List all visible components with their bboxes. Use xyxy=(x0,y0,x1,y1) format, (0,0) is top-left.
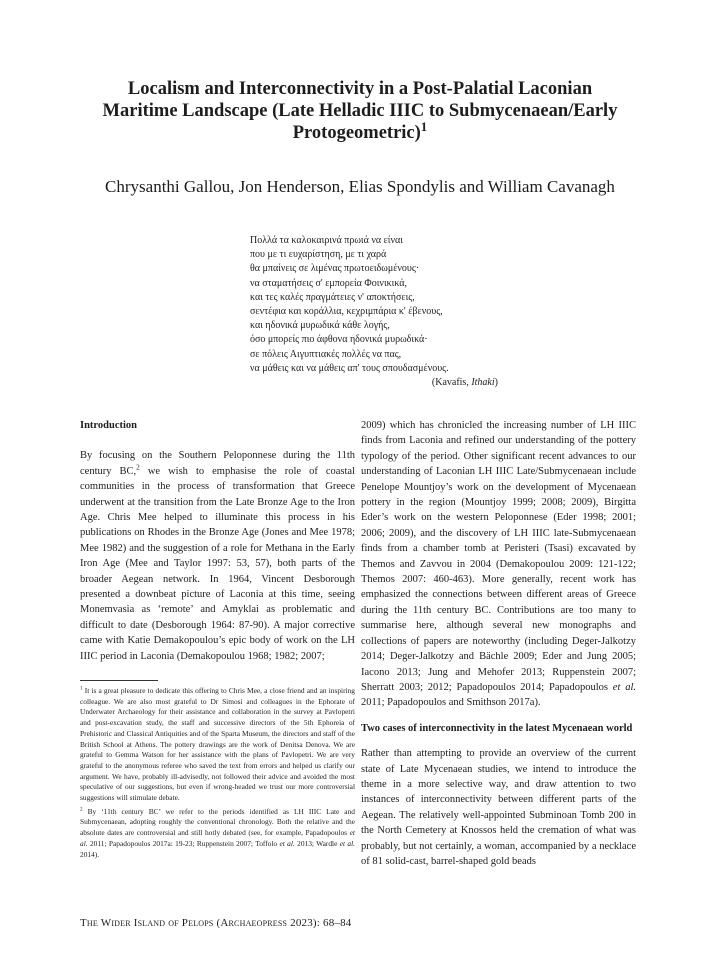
footnote-2-text: 2011; Papadopoulos 2017a: 19-23; Ruppenstein 2007; Toffolo xyxy=(87,838,280,848)
intro-text-b: we wish to emphasise the role of coastal communities in the process of transformation that Greece underwent at the transition from the Late Bronze Age to the Iron Age. Chris Mee helped to illuminate this process in his publications on Rhodes in the Bronze Age (Jones and Mee 1978; Mee 1982) and the suggestion of a role for Methana in the Early Iron Age (Mee and Taylor 1997: 53, 57), both parts of the broader Aegean network. In 1964, Vincent Desborough presented a downbeat picture of Laconia at this time, seeing Monemvasia as ‘remote’ and Amyklai as problematic and difficult to date (Desborough 1964: 87-90). A major corrective came with Katie Demakopoulou’s epic body of work on the LH IIIC period in Laconia (Demakopoulou 1968; 1982; 2007; xyxy=(80,465,355,662)
title-line: Protogeometric) xyxy=(292,123,421,143)
epigraph-line: να σταματήσεις σ' εμπορεία Φοινικικά, xyxy=(250,277,408,289)
epigraph-line: που με τι ευχαρίστηση, με τι χαρά xyxy=(250,249,387,261)
et-al: et al. xyxy=(279,838,295,848)
section2-paragraph: Rather than attempting to provide an overview of the current state of Late Mycenaean studies, we intend to introduce the theme in a more selective way, and draw attention to two instances of interconnectivity between different parts of the Aegean. The relatively well-appointed Subminoan Tomb 200 in the North Cemetery at Knossos held the cremation of what was probably, but not certainly, a woman, accompanied by a necklace of 81 solid-cast, barrel-shaped gold beads xyxy=(361,748,636,867)
article-title xyxy=(60,78,660,144)
footnote-2-marker[interactable]: 2 xyxy=(136,462,140,472)
footnote-divider xyxy=(80,680,158,681)
continued-text: 2009) which has chronicled the increasing number of LH IIIC finds from Laconia and refined our understanding of the pottery typology of the period. Other significant recent advances to our understanding of Laconian LH IIIC Late/Submycenaean include Penelope Mountjoy’s work on the development of Mycenaean pottery in the region (Mountjoy 1999; 2008; 2009), Birgitta Eder’s work on the western Peloponnese (Eder 1998; 2001; 2006; 2009), and the discovery of LH IIIC late-Submycenaean finds from a chamber tomb at Peristeri (Tsasi) excavated by Themos and Zavvou in 2004 (Demakopoulou 2009: 121-122; Themos 2007: 460-463). More generally, recent work has emphasized the connections between different areas of Greece during the 11th century BC. Contributions are too many to summarise here, although several new monographs and collections of papers are noteworthy (including Deger-Jalkotzy 2014; Deger-Jalkotzy and Bächle 2009; Eder and Jung 2005; Iacono 2013; Jung and Mehofer 2013; Ruppenstein 2007; Sherratt 2003; 2012; Papadopoulos 2014; Papadopoulos xyxy=(361,420,636,693)
footnote-1-text: It is a great pleasure to dedicate this offering to Chris Mee, a close friend and an inspiring colleague. We are also most grateful to Dr Simosi and colleagues in the Ephorate of Underwater Archaeology for their assistance and collaboration in the survey at Pavlopetri and post-excavation study, the staff and successive directors of the 5th Ephoreia of Prehistoric and Classical Antiquities and of the Sparta Museum, the directors and staff of the British School at Athens. The pottery drawings are the work of Denitsa Denova. We are grateful to Gemma Watson for her assistance with the plans of Pavlopetri. We are very grateful to the anonymous referee who saved the text from errors and helped us clarify our argument. We have, probably ill-advisedly, not followed their advice and avoided the most speculative of our suggestions, but even if wrong-headed we trust our more controversial suggestions will stimulate debate. xyxy=(80,686,355,803)
intro-paragraph xyxy=(80,448,355,664)
epigraph-line: σεντέφια και κοράλλια, κεχριμπάρια κ' έβενους, xyxy=(250,306,443,318)
section-heading-interconnectivity: Two cases of interconnectivity in the latest Mycenaean world xyxy=(361,722,633,734)
title-line: Maritime Landscape (Late Helladic IIIC to Submycenaean/Early xyxy=(102,101,618,121)
et-al: et al. xyxy=(339,838,356,848)
continued-text: 2011; Papadopoulos and Smithson 2017a). xyxy=(361,697,541,709)
et-al: et al. xyxy=(80,828,355,848)
citation-end: ) xyxy=(494,377,498,389)
introduction-heading: Introduction xyxy=(80,420,137,431)
epigraph-line: και ηδονικά μυρωδικά κάθε λογής, xyxy=(250,320,390,332)
title-footnote-marker[interactable]: 1 xyxy=(420,118,428,134)
et-al: et al. xyxy=(612,681,636,693)
footnote-2-text: 2013; Wardle xyxy=(294,838,340,848)
epigraph-line: σε πόλεις Αιγυπτιακές πολλές να πας, xyxy=(250,348,402,360)
epigraph xyxy=(250,234,510,390)
footnote-1 xyxy=(80,686,355,804)
footnote-2-text: By ‘11th century BC’ we refer to the periods identified as LH IIIC Late and Submycenaean, adopting roughly the conventional chronology. Both the relative and the absolute dates are controversial and still hotly debated (see, for example, Papadopoulos xyxy=(80,806,355,838)
footnote-2-number: 2 xyxy=(80,806,83,813)
epigraph-line: και τες καλές πραγμάτειες ν' αποκτήσεις, xyxy=(250,291,415,303)
continued-paragraph xyxy=(361,418,636,711)
footnote-2-text: 2014). xyxy=(80,849,100,859)
footer-book-title: The Wider Island of Pelops xyxy=(80,917,214,929)
footer-publisher: (Archaeopress 2023): 68–84 xyxy=(213,917,352,929)
author-list: Chrysanthi Gallou, Jon Henderson, Elias Spondylis and William Cavanagh xyxy=(105,177,615,196)
citation-work: Ithaki xyxy=(471,377,495,389)
citation-author: (Kavafis, xyxy=(431,377,472,389)
footnote-1-number: 1 xyxy=(80,685,83,692)
footnotes xyxy=(80,686,355,860)
intro-text-a: By focusing on the Southern Peloponnese during the 11th century BC, xyxy=(80,450,355,477)
epigraph-citation xyxy=(250,376,498,390)
left-column xyxy=(80,418,355,664)
epigraph-line: να μάθεις και να μάθεις απ' τους σπουδασμένους. xyxy=(250,362,449,374)
right-column xyxy=(361,418,636,869)
title-line: Localism and Interconnectivity in a Post-Palatial Laconian xyxy=(127,79,593,99)
footnote-2 xyxy=(80,807,355,861)
epigraph-line: θα μπαίνεις σε λιμένας πρωτοειδωμένους· xyxy=(250,263,420,275)
epigraph-line: Πολλά τα καλοκαιρινά πρωιά να είναι xyxy=(250,235,403,246)
page-footer xyxy=(80,917,580,929)
epigraph-line: όσο μπορείς πιο άφθονα ηδονικά μυρωδικά· xyxy=(250,334,428,346)
